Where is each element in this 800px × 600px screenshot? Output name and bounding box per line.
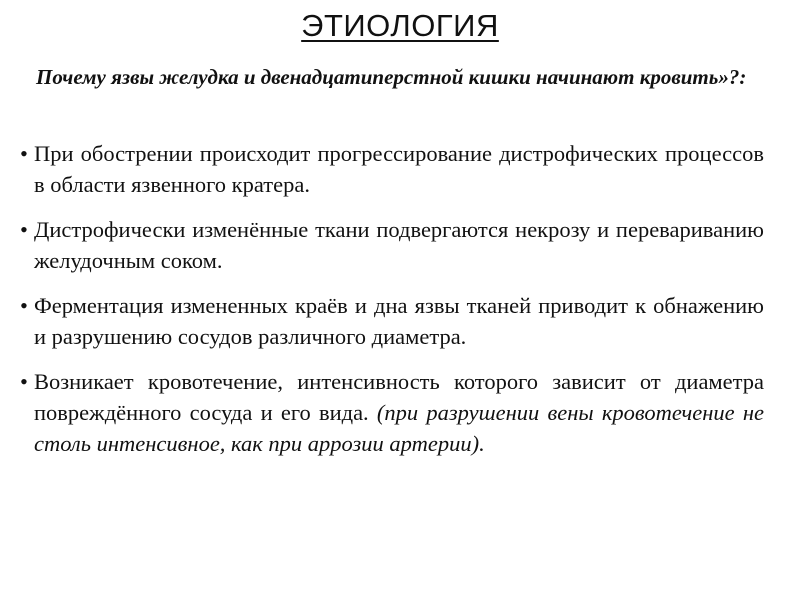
- bullet-text: Возникает кровотечение, интенсивность которого зависит от диаметра повреждённого сосуда и его вида.: [34, 369, 764, 425]
- list-item: [20, 138, 764, 200]
- question-text: Почему язвы желудка и двенадцатиперстной кишки начинают кровить»?:: [36, 65, 747, 89]
- bullet-icon: •: [20, 217, 28, 242]
- bullet-text: Ферментация измененных краёв и дна язвы тканей приводит к обнажению и разрушению сосудов различного диаметра.: [34, 293, 764, 349]
- list-item: [20, 290, 764, 352]
- list-item: [20, 214, 764, 276]
- bullet-icon: •: [20, 369, 28, 394]
- list-item: [20, 366, 764, 459]
- bullet-icon: •: [20, 293, 28, 318]
- bullet-text: Дистрофически изменённые ткани подвергаются некрозу и перевариванию желудочным соком.: [34, 217, 764, 273]
- bullet-note: (при разрушении вены кровотечение не столь интенсивное, как при аррозии артерии).: [34, 400, 765, 456]
- bullet-list: [20, 138, 764, 473]
- bullet-icon: •: [20, 141, 28, 166]
- slide-title: ЭТИОЛОГИЯ: [301, 8, 499, 43]
- bullet-text: При обострении происходит прогрессирование дистрофических процессов в области язвенного кратера.: [34, 141, 764, 197]
